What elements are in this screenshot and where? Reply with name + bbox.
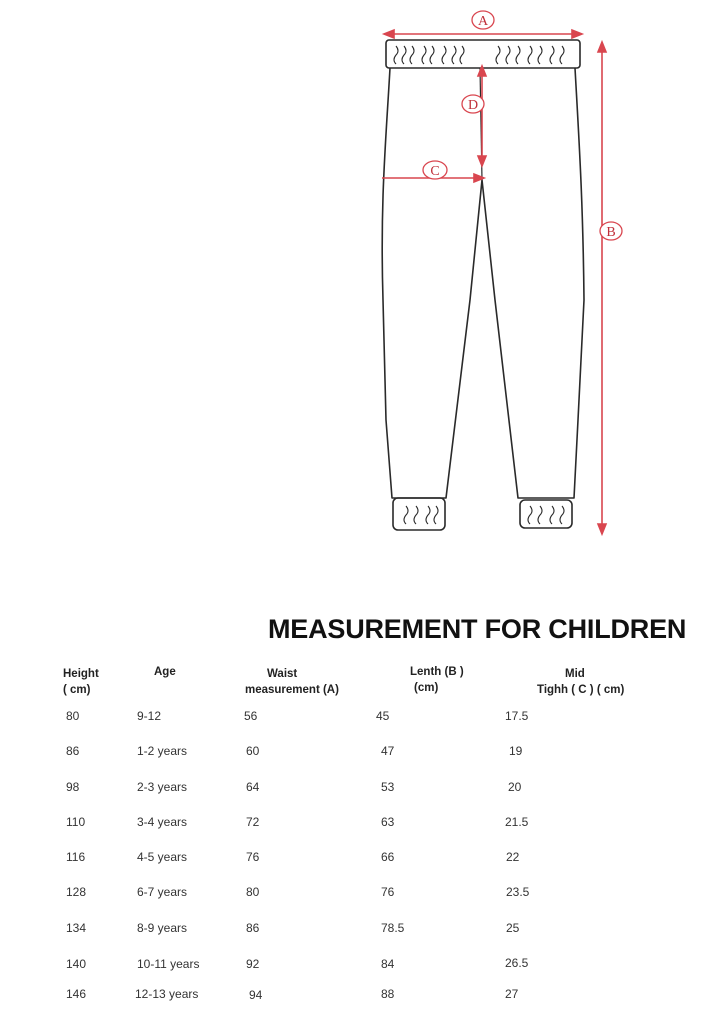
cell-waist: 56 xyxy=(244,709,258,723)
cell-length: 53 xyxy=(381,780,395,794)
label-d xyxy=(462,95,484,113)
cell-length: 76 xyxy=(381,885,395,899)
cell-thigh: 20 xyxy=(508,780,522,794)
label-c xyxy=(423,161,447,179)
header-waist-line-2: measurement (A) xyxy=(245,684,339,696)
svg-text:A: A xyxy=(477,14,489,29)
measurement-arrows xyxy=(382,30,606,534)
cell-length: 84 xyxy=(381,957,395,971)
label-a xyxy=(472,11,494,29)
cell-thigh: 23.5 xyxy=(506,885,530,899)
elastic-ribbing xyxy=(394,46,564,524)
cell-height: 116 xyxy=(66,850,86,864)
cell-length: 47 xyxy=(381,744,395,758)
header-waist xyxy=(245,666,339,698)
header-height xyxy=(63,666,99,698)
cell-thigh: 19 xyxy=(509,744,523,758)
header-thigh xyxy=(537,666,624,698)
header-length-line-1: Lenth (B ) xyxy=(410,666,464,678)
cell-age: 3-4 years xyxy=(137,815,188,829)
cell-height: 98 xyxy=(66,780,80,794)
cell-height: 80 xyxy=(66,709,80,723)
cell-age: 9-12 xyxy=(137,709,162,723)
cell-thigh: 26.5 xyxy=(505,956,529,970)
cell-thigh: 21.5 xyxy=(505,815,529,829)
cell-thigh: 17.5 xyxy=(505,709,529,723)
cell-length: 45 xyxy=(376,709,390,723)
pants-outline xyxy=(382,40,584,530)
cell-thigh: 27 xyxy=(505,987,519,1001)
header-age-line-1: Age xyxy=(154,666,176,678)
header-length xyxy=(410,664,464,696)
cell-waist: 80 xyxy=(246,885,260,899)
cell-height: 140 xyxy=(66,957,87,971)
cell-age: 12-13 years xyxy=(135,987,199,1001)
svg-text:D: D xyxy=(467,98,479,113)
cell-age: 2-3 years xyxy=(137,780,188,794)
cell-age: 4-5 years xyxy=(137,850,188,864)
cell-waist: 64 xyxy=(246,780,260,794)
cell-length: 63 xyxy=(381,815,395,829)
cell-height: 86 xyxy=(66,744,80,758)
cell-age: 10-11 years xyxy=(137,957,200,971)
cell-waist: 72 xyxy=(246,815,260,829)
svg-text:B: B xyxy=(606,225,616,240)
cell-age: 1-2 years xyxy=(137,744,188,758)
cell-age: 6-7 years xyxy=(137,885,188,899)
cell-waist: 86 xyxy=(246,921,260,935)
cell-height: 128 xyxy=(66,885,87,899)
cell-length: 66 xyxy=(381,850,395,864)
cell-thigh: 22 xyxy=(506,850,520,864)
page-title: MEASUREMENT FOR CHILDREN xyxy=(268,614,687,644)
cell-waist: 76 xyxy=(246,850,260,864)
header-thigh-line-2: Tighh ( C ) ( cm) xyxy=(537,684,625,696)
svg-text:C: C xyxy=(430,164,440,179)
cell-thigh: 25 xyxy=(506,921,520,935)
cell-length: 88 xyxy=(381,987,395,1001)
header-height-line-2: ( cm) xyxy=(63,684,91,696)
cell-age: 8-9 years xyxy=(137,921,188,935)
header-length-line-2: (cm) xyxy=(414,682,439,694)
cell-waist: 92 xyxy=(246,957,260,971)
cell-height: 146 xyxy=(66,987,87,1001)
header-age xyxy=(154,664,176,680)
cell-height: 110 xyxy=(66,815,86,829)
header-height-line-1: Height xyxy=(63,668,99,680)
label-b xyxy=(600,222,622,240)
cell-height: 134 xyxy=(66,921,87,935)
header-waist-line-1: Waist xyxy=(267,668,298,680)
header-thigh-line-1: Mid xyxy=(565,668,585,680)
cell-waist: 94 xyxy=(249,988,263,1002)
cell-length: 78.5 xyxy=(381,921,405,935)
cell-waist: 60 xyxy=(246,744,260,758)
